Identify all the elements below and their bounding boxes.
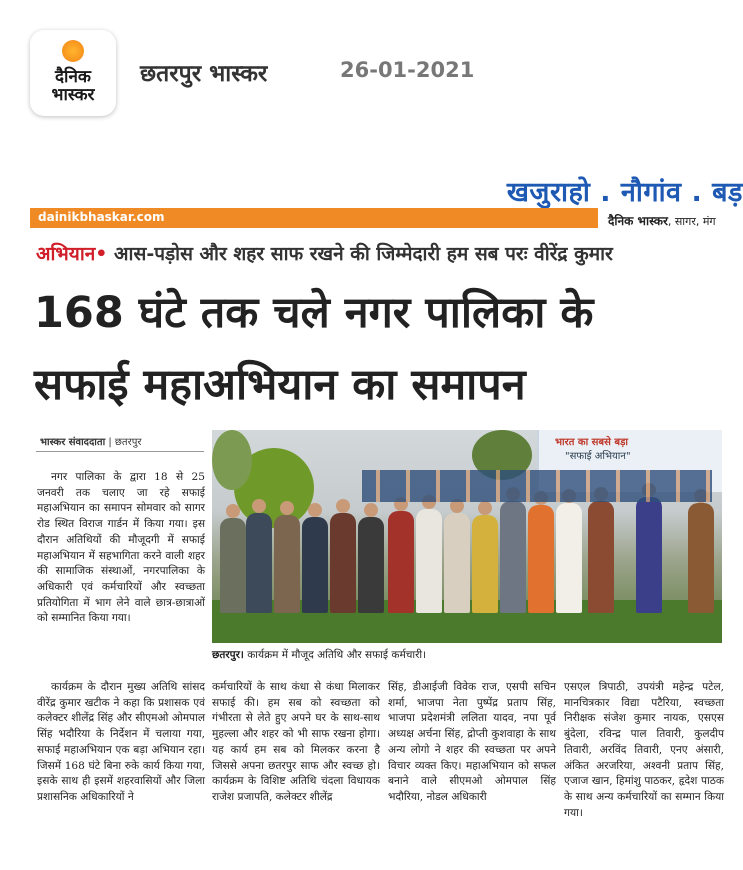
photo-person: [220, 518, 246, 613]
photo-banner-text1: भारत का सबसे बड़ा: [555, 437, 629, 448]
logo-line2: भास्कर: [51, 85, 95, 105]
photo-person: [500, 501, 526, 613]
photo-person: [528, 505, 554, 613]
photo-person: [274, 515, 300, 613]
photo-banner-text2: "सफाई अभियान": [565, 451, 631, 462]
headline-line2: सफाई महाअभियान का समापन: [34, 360, 526, 410]
photo-person: [416, 509, 442, 613]
photo-person-head: [308, 503, 322, 517]
article-column-4: [564, 680, 724, 858]
photo-person-head: [336, 499, 350, 513]
photo-person: [358, 517, 384, 613]
article-paragraph: कर्मचारियों के साथ कंधा से कंधा मिलाकर सफाई की। हम सब को स्वच्छता को गंभीरता से लेते हुए अपने घर के साथ-साथ मुहल्ला और शहर को भी साफ रखना होगा। यह कार्य हम सब को मिलकर करना है जिससे अपना छतरपुर साफ और स्वच्छ हो। कार्यक्रम के विशिष्ट अतिथि चंदला विधायक राजेश प्रजापति, कलेक्टर शीलेंद्र: [212, 681, 380, 803]
kicker-dot: •: [95, 243, 108, 265]
logo-line1: दैनिक: [55, 67, 91, 87]
edition-title: छतरपुर भास्कर: [140, 61, 268, 87]
photo-person: [302, 517, 328, 613]
kicker-label: अभियान: [36, 243, 96, 265]
website-text: dainikbhaskar.com: [38, 210, 165, 224]
paper-city: , सागर, मंग: [667, 215, 716, 228]
event-photo: [212, 430, 722, 643]
photo-person: [688, 503, 714, 613]
article-paragraph: एसएल त्रिपाठी, उपयंत्री महेन्द्र पटेल, मानचित्रकार विद्या पटैरिया, स्वच्छता निरीक्षक संजेश कुमार नायक, एसएस बुंदेला, रविन्द्र पाल तिवारी, कुलदीप तिवारी, अरविंद तिवारी, एनए अंसारी, अंकित अरजरिया, अश्वनी प्रताप सिंह, एजाज खान, हिमांशु पाठकर, हृदेश पाठक के साथ अन्य कर्मचारियों का सम्मान किया गया।: [564, 681, 724, 819]
article-column-1b: [37, 680, 205, 858]
article-column-2: [212, 680, 380, 858]
edition-date: 26-01-2021: [340, 58, 475, 82]
photo-person-head: [280, 501, 294, 515]
photo-person: [472, 515, 498, 613]
article-paragraph: सिंह, डीआईजी विवेक राज, एसपी सचिन शर्मा, भाजपा नेता पुष्पेंद्र प्रताप सिंह, भाजपा प्रदेशमंत्री ललिता यादव, नपा पूर्व अध्यक्ष अर्चना सिंह, द्रोप्ती कुशवाहा के साथ अन्य लोगो ने शहर की स्वच्छता पर अपने विचार व्यक्त किए। महाअभियान को सफल बनाने वाले सीएमओ ओमपाल सिंह भदौरिया, नोडल अधिकारी: [388, 681, 556, 803]
byline-rule: [36, 451, 204, 452]
paper-credit: [608, 212, 716, 229]
photo-person: [636, 497, 662, 613]
dainik-bhaskar-logo: [30, 30, 116, 116]
photo-person-head: [226, 504, 240, 518]
photo-person: [444, 513, 470, 613]
article-column-3: [388, 680, 556, 858]
article-paragraph: नगर पालिका के द्वारा 18 से 25 जनवरी तक चलाए जा रहे सफाई महाअभियान का समापन सोमवार को सागर रोड स्थित विराज गार्डन में किया गया। इस दौरान अतिथियों की मौजूदगी में सफाई महाअभियान में सहभागिता करने वाली शहर की सामाजिक संस्थाओं, नगरपालिका के अधिकारी एवं कर्मचारियों और स्वच्छता प्रतियोगिता में भाग लेने वाले छात्र-छात्राओं को सम्मानित किया गया।: [37, 471, 205, 625]
headline-line1: 168 घंटे तक चले नगर पालिका के: [34, 288, 594, 338]
photo-person: [388, 511, 414, 613]
byline-reporter: भास्कर संवाददाता: [40, 437, 106, 448]
photo-person-head: [478, 501, 492, 515]
paper-name: दैनिक भास्कर: [608, 214, 668, 228]
photo-person: [588, 501, 614, 613]
photo-tree: [212, 430, 252, 490]
photo-person-head: [252, 499, 266, 513]
photo-seated-group: [362, 470, 712, 502]
article-paragraph: कार्यक्रम के दौरान मुख्य अतिथि सांसद वीरेंद्र कुमार खटीक ने कहा कि प्रशासक एवं कलेक्टर शीलेंद्र सिंह और सीएमओ ओमपाल सिंह भदौरिया के निर्देशन में चलाया गया, सफाई महाअभियान एक बड़ा अभियान रहा। जिसमें 168 घंटे बिना रुके कार्य किया गया, इसके साथ ही इसमें शहरवासियों और जिला प्रशासनिक अधिकारियों ने: [37, 681, 205, 803]
photo-caption: [212, 648, 426, 662]
byline-city: | छतरपुर: [105, 437, 142, 448]
caption-city: छतरपुर।: [212, 649, 244, 661]
places-banner: खजुराहो . नौगांव . बड़: [506, 177, 743, 208]
kicker: [36, 240, 613, 266]
website-bar: [30, 208, 598, 228]
caption-text: कार्यक्रम में मौजूद अतिथि और सफाई कर्मचारी।: [243, 649, 427, 661]
photo-person-head: [364, 503, 378, 517]
photo-person: [246, 513, 272, 613]
photo-person: [556, 503, 582, 613]
sun-logo-icon: [62, 40, 84, 62]
byline: [40, 434, 141, 448]
photo-person: [330, 513, 356, 613]
article-column-1: [37, 470, 205, 675]
kicker-text: आस-पड़ोस और शहर साफ रखने की जिम्मेदारी हम सब परः वीरेंद्र कुमार: [107, 243, 613, 265]
